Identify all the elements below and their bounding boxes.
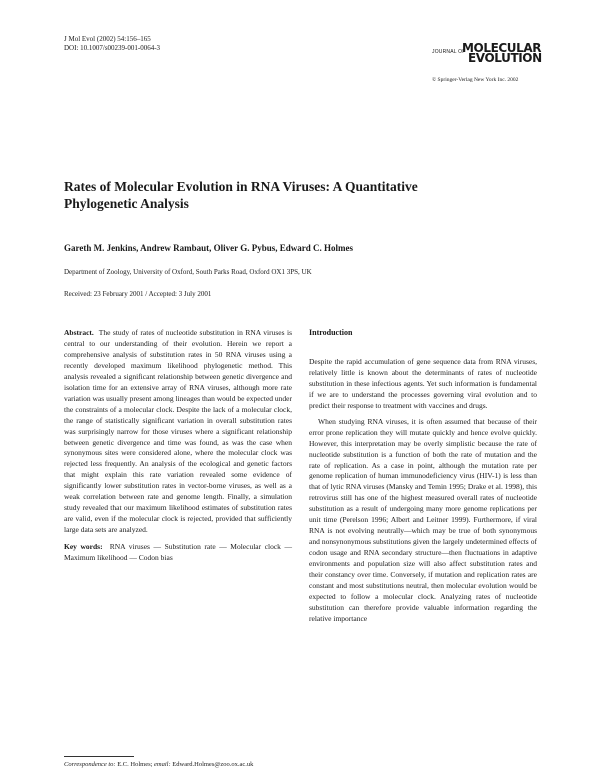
right-column [309, 328, 537, 625]
email-label: email: [154, 761, 171, 768]
author-affiliation: Department of Zoology, University of Oxford, South Parks Road, Oxford OX1 3PS, UK [64, 268, 312, 276]
left-column [64, 328, 292, 564]
author-list: Gareth M. Jenkins, Andrew Rambaut, Oliver G. Pybus, Edward C. Holmes [64, 243, 354, 253]
keywords-text: RNA viruses — Substitution rate — Molecular clock — Maximum likelihood — Codon bias [64, 542, 293, 563]
doi-line: DOI: 10.1007/s00239-001-0064-3 [64, 44, 161, 52]
journal-citation [64, 35, 160, 53]
footnote-divider [64, 756, 134, 757]
keywords-label: Key words: [64, 542, 103, 552]
keywords [64, 542, 292, 564]
correspondence-label: Correspondence to: [64, 761, 116, 768]
introduction-paragraph-2: When studying RNA viruses, it is often assumed that because of their error prone replication they will mutate quickly and hence evolve quickly. However, this interpretation may be overly simplistic because the rate of nucleotide substitution is a function of both the rate of mutation and the rate of replication. As a case in point, although the mutation rate per genome replication of human immunodeficiency virus (HIV-1) is less than that of lytic RNA viruses (Mansky and Temin 1995; Drake et al. 1998), this retrovirus still has one of the highest measured overall rates of nucleotide substitution as a result of undergoing many more genome replications per unit time (Perelson 1996; Albert and Leitner 1999). Furthermore, if viral RNA is not evolving neutrally—which may be true of both synonymous and nonsynonymous substitutions given the largely undetermined effects of codon usage and RNA secondary structure—then fluctuations in adaptive environments and population size will also affect substitution rates and their constancy over time. Conversely, if mutation and replication rates are constant and most substitutions neutral, then molecular evolution would be expected to follow a molecular clock. Analyzing rates of nucleotide substitution can therefore provide valuable information regarding the relative importance [309, 416, 537, 623]
logo-word-evolution: EVOLUTION [468, 51, 542, 65]
copyright-notice: © Springer-Verlag New York Inc. 2002 [432, 77, 519, 83]
received-dates: Received: 23 February 2001 / Accepted: 3 July 2001 [64, 290, 212, 298]
logo-word-molecular: MOLECULAR [462, 41, 542, 55]
introduction-heading: Introduction [309, 328, 353, 337]
journal-volume-line: J Mol Evol (2002) 54:156–165 [64, 35, 151, 43]
abstract-text: The study of rates of nucleotide substitution in RNA viruses is central to our understanding of their evolution. Herein we report a comprehensive analysis of substitution rates in 50 RNA viruses using a recently developed maximum likelihood phylogenetic method. This analysis revealed a significant relationship between genetic divergence and isolation time for an extensive array of RNA viruses, although more rate variation was usually present among lineages than would be expected under the constraints of a molecular clock. Despite the lack of a molecular clock, the range of statistically significant variation in overall substitution rates was surprisingly narrow for those viruses where a significant relationship between genetic divergence and time was found, as was the case when synonymous sites were considered alone, where the molecular clock was rejected less frequently. An analysis of the ecological and genetic factors that might explain this rate variation revealed some evidence of significantly lower substitution rates in vector-borne viruses, as well as a weak correlation between rate and genome length. Finally, a simulation study revealed that our maximum likelihood estimates of substitution rates are valid, even if the molecular clock is rejected, provided that sufficiently large data sets are analyzed. [64, 328, 292, 535]
correspondence-email[interactable]: Edward.Holmes@zoo.ox.ac.uk [172, 761, 254, 768]
abstract-label: Abstract. [64, 328, 94, 337]
logo-small-text: JOURNAL OF [432, 49, 466, 55]
correspondence-name: E.C. Holmes; [117, 761, 153, 768]
abstract [64, 328, 292, 536]
journal-logo [432, 41, 542, 73]
correspondence-footnote [64, 760, 292, 769]
article-title: Rates of Molecular Evolution in RNA Viruses: A Quantitative Phylogenetic Analysis [64, 179, 418, 211]
introduction-paragraph-1: Despite the rapid accumulation of gene sequence data from RNA viruses, relatively little is known about the determinants of rates of nucleotide substitution in these infectious agents. Yet such information is fundamental if we are to understand the processes governing viral evolution and to predict their response to treatment with vaccines and drugs. [309, 356, 537, 410]
